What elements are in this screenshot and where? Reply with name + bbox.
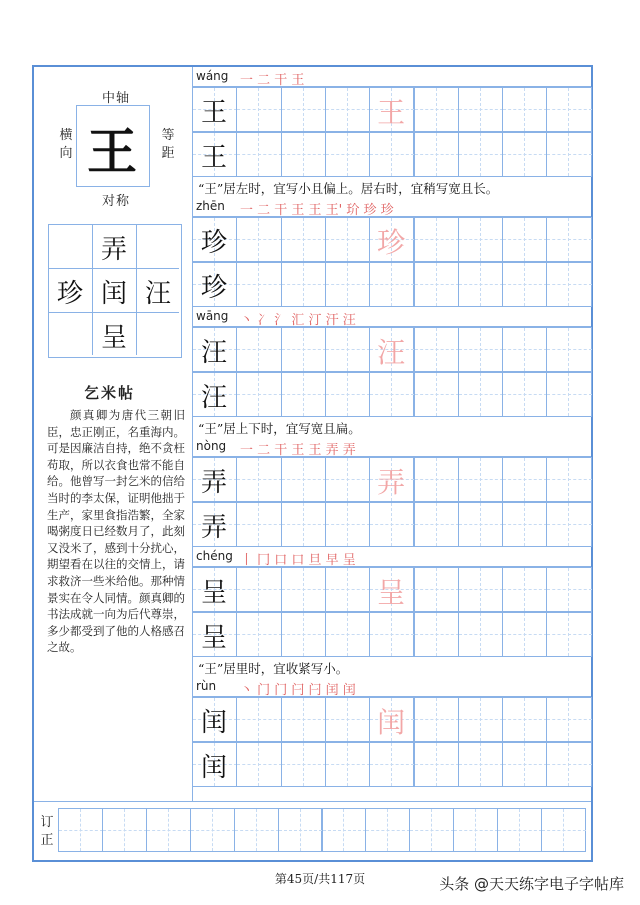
main-char-box xyxy=(76,105,150,187)
practice-cell[interactable] xyxy=(236,327,281,372)
practice-cell[interactable] xyxy=(546,742,591,787)
practice-cell[interactable] xyxy=(325,697,370,742)
practice-cell[interactable] xyxy=(236,87,281,132)
stroke-order: 丶 冫 氵 汇 汀 汗 汪 xyxy=(240,313,356,328)
practice-cell[interactable] xyxy=(458,502,503,547)
practice-cell[interactable] xyxy=(502,502,547,547)
practice-cell[interactable] xyxy=(369,372,414,417)
practice-cell[interactable] xyxy=(546,372,591,417)
practice-cell[interactable] xyxy=(281,262,326,307)
main-char: 王 xyxy=(87,123,137,181)
practice-cell[interactable] xyxy=(369,262,414,307)
practice-cell[interactable] xyxy=(414,502,459,547)
practice-cell[interactable] xyxy=(281,697,326,742)
practice-cell[interactable] xyxy=(546,567,591,612)
practice-cell[interactable] xyxy=(236,217,281,262)
practice-cell[interactable] xyxy=(325,457,370,502)
practice-cell[interactable] xyxy=(325,262,370,307)
practice-cell[interactable] xyxy=(458,612,503,657)
practice-cell[interactable] xyxy=(281,217,326,262)
practice-cell[interactable] xyxy=(546,327,591,372)
practice-cell[interactable] xyxy=(458,742,503,787)
model-char: 呈 xyxy=(200,578,227,608)
practice-cell[interactable] xyxy=(458,372,503,417)
model-char: 闰 xyxy=(200,708,227,738)
practice-cell[interactable] xyxy=(502,697,547,742)
model-char: 汪 xyxy=(200,383,227,413)
model-char: 珍 xyxy=(200,228,227,258)
stroke-note: “王”居里时，宜收紧写小。 xyxy=(198,661,349,676)
trace-char: 汪 xyxy=(377,336,406,369)
practice-cell[interactable] xyxy=(414,612,459,657)
practice-cell[interactable] xyxy=(236,262,281,307)
practice-cell[interactable] xyxy=(502,132,547,177)
correction-cell[interactable] xyxy=(234,808,279,852)
component-grid xyxy=(48,224,182,358)
trace-char: 珍 xyxy=(377,226,406,259)
practice-cell[interactable] xyxy=(325,87,370,132)
stroke-note: “王”居上下时，宜写宽且扁。 xyxy=(198,421,361,436)
pinyin-line xyxy=(192,307,591,327)
stroke-note: “王”居左时，宜写小且偏上。居右时，宜稍写宽且长。 xyxy=(198,181,499,196)
practice-cell[interactable] xyxy=(458,327,503,372)
guide-right-label: 等距 xyxy=(161,128,175,161)
practice-cell[interactable] xyxy=(502,87,547,132)
practice-grid-area xyxy=(192,67,591,801)
page-footer: 第45页/共117页 xyxy=(274,872,366,886)
practice-cell[interactable] xyxy=(369,502,414,547)
practice-cell[interactable] xyxy=(546,132,591,177)
model-char: 汪 xyxy=(200,338,227,368)
practice-cell[interactable] xyxy=(502,217,547,262)
pinyin: rùn xyxy=(196,679,217,693)
pinyin: zhēn xyxy=(196,199,225,213)
pinyin-line xyxy=(192,197,591,217)
pinyin-line xyxy=(192,547,591,567)
practice-cell[interactable] xyxy=(369,132,414,177)
practice-cell[interactable] xyxy=(502,742,547,787)
component-left: 珍 xyxy=(56,279,83,309)
practice-cell[interactable] xyxy=(414,132,459,177)
watermark: 头条 @天天练字电子字帖库 xyxy=(439,875,624,893)
practice-cell[interactable] xyxy=(502,372,547,417)
correction-cell[interactable] xyxy=(453,808,498,852)
stroke-order: 丨 冂 口 口 旦 早 呈 xyxy=(240,553,356,568)
trace-char: 闰 xyxy=(377,706,406,739)
guide-left-label: 横向 xyxy=(59,128,73,161)
stroke-order: 一 二 干 王 王 弄 弄 xyxy=(240,443,356,458)
correction-cell[interactable] xyxy=(322,808,367,852)
practice-cell[interactable] xyxy=(281,567,326,612)
correction-label: 订正 xyxy=(40,815,54,848)
pinyin: wáng xyxy=(196,69,229,83)
practice-cell[interactable] xyxy=(502,327,547,372)
practice-cell[interactable] xyxy=(281,742,326,787)
practice-cell[interactable] xyxy=(414,567,459,612)
practice-cell[interactable] xyxy=(414,217,459,262)
guide-top-label: 中轴 xyxy=(102,91,131,106)
pinyin-line xyxy=(192,67,591,87)
practice-cell[interactable] xyxy=(369,742,414,787)
practice-cell[interactable] xyxy=(325,502,370,547)
practice-cell[interactable] xyxy=(325,327,370,372)
stroke-order: 丶 门 门 闩 闩 闰 闰 xyxy=(240,683,356,698)
trace-char: 王 xyxy=(377,96,406,129)
correction-cell[interactable] xyxy=(146,808,191,852)
practice-cell[interactable] xyxy=(281,612,326,657)
practice-cell[interactable] xyxy=(458,132,503,177)
practice-cell[interactable] xyxy=(458,567,503,612)
practice-cell[interactable] xyxy=(369,612,414,657)
practice-cell[interactable] xyxy=(236,567,281,612)
practice-cell[interactable] xyxy=(236,612,281,657)
trace-char: 呈 xyxy=(377,576,406,609)
correction-cell[interactable] xyxy=(541,808,586,852)
pinyin-line xyxy=(192,677,591,697)
correction-cell[interactable] xyxy=(365,808,410,852)
practice-cell[interactable] xyxy=(281,457,326,502)
practice-cell[interactable] xyxy=(236,457,281,502)
practice-cell[interactable] xyxy=(414,262,459,307)
practice-cell[interactable] xyxy=(236,502,281,547)
practice-cell[interactable] xyxy=(546,87,591,132)
practice-cell[interactable] xyxy=(236,742,281,787)
practice-cell[interactable] xyxy=(414,697,459,742)
practice-cell[interactable] xyxy=(281,327,326,372)
correction-cell[interactable] xyxy=(409,808,454,852)
pinyin: nòng xyxy=(196,439,227,453)
model-char: 弄 xyxy=(200,468,227,498)
correction-cell[interactable] xyxy=(278,808,323,852)
practice-cell[interactable] xyxy=(502,262,547,307)
practice-cell[interactable] xyxy=(281,132,326,177)
practice-cell[interactable] xyxy=(546,457,591,502)
practice-cell[interactable] xyxy=(414,327,459,372)
story-title: 乞米帖 xyxy=(84,384,136,402)
correction-row xyxy=(34,801,591,861)
practice-cell[interactable] xyxy=(502,457,547,502)
practice-cell[interactable] xyxy=(325,217,370,262)
model-char: 王 xyxy=(200,143,227,173)
correction-cell[interactable] xyxy=(102,808,147,852)
practice-cell[interactable] xyxy=(546,502,591,547)
practice-cell[interactable] xyxy=(281,502,326,547)
component-center: 闰 xyxy=(100,279,127,309)
practice-cell[interactable] xyxy=(325,742,370,787)
practice-cell[interactable] xyxy=(502,612,547,657)
practice-cell[interactable] xyxy=(325,372,370,417)
practice-cell[interactable] xyxy=(546,217,591,262)
model-char: 闰 xyxy=(200,753,227,783)
practice-cell[interactable] xyxy=(236,132,281,177)
guide-bottom-label: 对称 xyxy=(102,194,131,209)
practice-cell[interactable] xyxy=(281,372,326,417)
correction-cell[interactable] xyxy=(497,808,542,852)
correction-cell[interactable] xyxy=(190,808,235,852)
pinyin: chéng xyxy=(196,549,233,563)
pinyin-line xyxy=(192,437,591,457)
practice-cell[interactable] xyxy=(458,87,503,132)
model-char: 弄 xyxy=(200,513,227,543)
practice-cell[interactable] xyxy=(325,612,370,657)
practice-cell[interactable] xyxy=(502,567,547,612)
component-right: 汪 xyxy=(144,279,171,309)
practice-cell[interactable] xyxy=(458,217,503,262)
pinyin: wāng xyxy=(196,309,229,323)
practice-cell[interactable] xyxy=(458,697,503,742)
practice-cell[interactable] xyxy=(414,457,459,502)
practice-cell[interactable] xyxy=(236,372,281,417)
component-bottom: 呈 xyxy=(100,323,127,353)
model-char: 呈 xyxy=(200,623,227,653)
practice-cell[interactable] xyxy=(546,697,591,742)
story-text: 颜真卿为唐代三朝旧臣，忠正刚正，名重海内。可是因廉洁自持，绝不贪枉苟取，所以衣食也常不能自给。他曾写一封乞米的信给当时的李太保，证明他拙于生产，家里食指浩繁，全家喝粥度日已经数月了，此刻又没米了，感到十分扰心，期望看在以往的交情上，请求救济一些米给他。那种情景实在令人同情。颜真卿的书法成就一向为后代尊崇，多少都受到了他的人格感召之故。 xyxy=(47,408,185,655)
practice-cell[interactable] xyxy=(458,262,503,307)
model-char: 王 xyxy=(200,98,227,128)
practice-cell[interactable] xyxy=(546,612,591,657)
practice-cell[interactable] xyxy=(414,87,459,132)
practice-cell[interactable] xyxy=(546,262,591,307)
model-char: 珍 xyxy=(200,273,227,303)
stroke-order: 一 二 干 王 王 王' 玠 珍 珍 xyxy=(240,203,394,218)
practice-cell[interactable] xyxy=(325,132,370,177)
practice-cell[interactable] xyxy=(414,742,459,787)
practice-cell[interactable] xyxy=(458,457,503,502)
practice-sheet xyxy=(32,65,593,862)
practice-cell[interactable] xyxy=(281,87,326,132)
correction-cell[interactable] xyxy=(58,808,103,852)
practice-cell[interactable] xyxy=(414,372,459,417)
practice-cell[interactable] xyxy=(325,567,370,612)
left-panel xyxy=(34,67,193,801)
practice-cell[interactable] xyxy=(236,697,281,742)
trace-char: 弄 xyxy=(377,466,406,499)
component-top: 弄 xyxy=(100,235,127,265)
correction-cells xyxy=(58,808,585,852)
stroke-order: 一 二 干 王 xyxy=(240,73,305,88)
